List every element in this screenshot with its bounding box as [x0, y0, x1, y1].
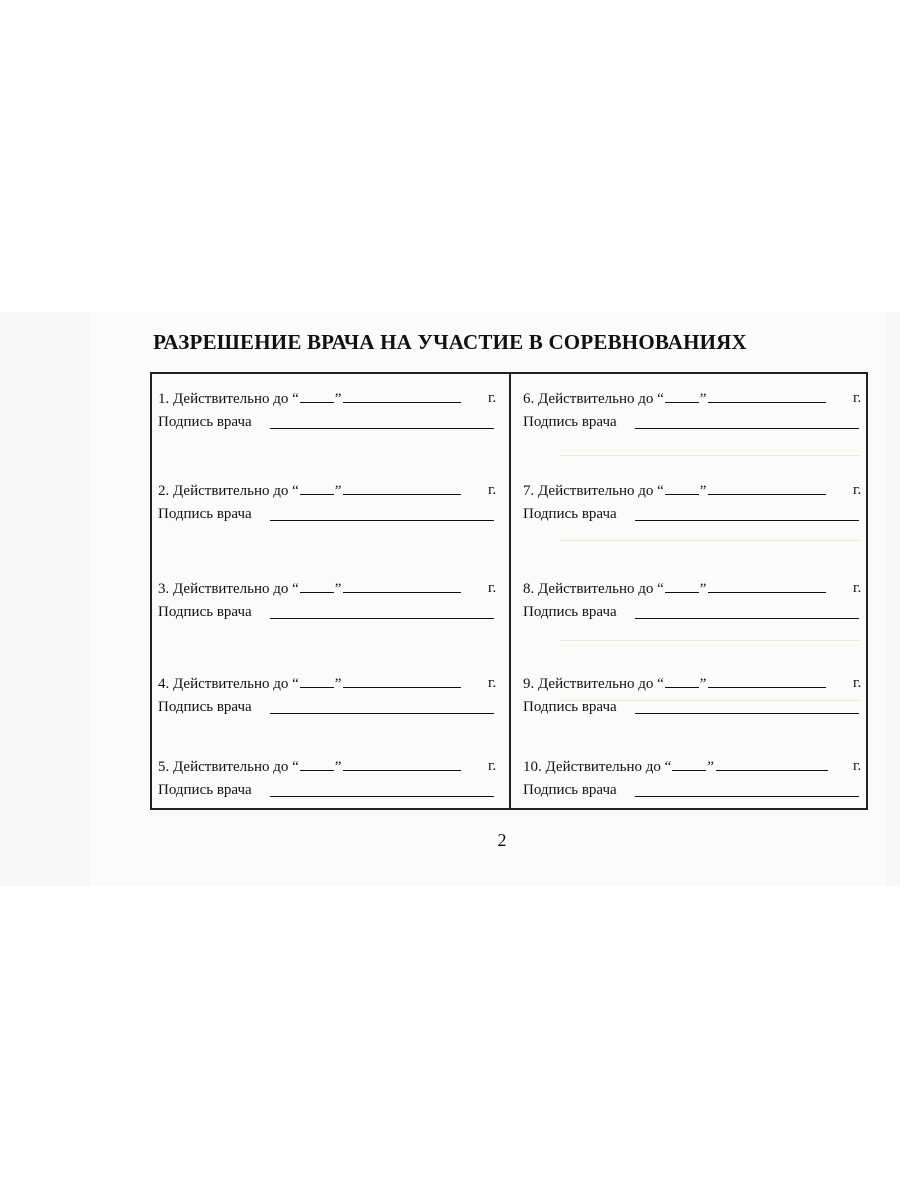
signature-label: Подпись врача: [523, 604, 617, 620]
open-quote: “: [292, 676, 299, 692]
page-number: 2: [497, 830, 507, 850]
signature-field[interactable]: [270, 428, 494, 429]
entry-number: 9.: [523, 676, 535, 692]
day-field[interactable]: [672, 758, 706, 771]
valid-until-label: Действительно до: [173, 759, 289, 775]
valid-until-label: Действительно до: [173, 483, 289, 499]
close-quote: ”: [334, 483, 342, 499]
entry-number: 5.: [158, 759, 170, 775]
signature-field[interactable]: [635, 520, 859, 521]
entry-number: 1.: [158, 391, 170, 407]
signature-label: Подпись врача: [158, 506, 252, 522]
signature-label: Подпись врача: [158, 782, 252, 798]
entry-3: [158, 580, 508, 624]
year-suffix: г.: [488, 390, 497, 406]
month-field[interactable]: [343, 758, 461, 771]
month-field[interactable]: [708, 390, 826, 403]
open-quote: “: [292, 759, 299, 775]
day-field[interactable]: [300, 390, 334, 403]
year-suffix: г.: [488, 482, 497, 498]
month-field[interactable]: [343, 675, 461, 688]
open-quote: “: [657, 581, 664, 597]
day-field[interactable]: [665, 580, 699, 593]
open-quote: “: [292, 391, 299, 407]
signature-label: Подпись врача: [523, 782, 617, 798]
column-divider: [509, 372, 511, 810]
valid-until-label: Действительно до: [538, 676, 654, 692]
month-field[interactable]: [343, 390, 461, 403]
close-quote: ”: [699, 483, 707, 499]
entry-4: [158, 675, 508, 719]
open-quote: “: [657, 676, 664, 692]
open-quote: “: [657, 391, 664, 407]
month-field[interactable]: [343, 580, 461, 593]
page-title: РАЗРЕШЕНИЕ ВРАЧА НА УЧАСТИЕ В СОРЕВНОВАНИЯХ: [153, 330, 747, 354]
valid-until-label: Действительно до: [173, 676, 289, 692]
signature-label: Подпись врача: [158, 414, 252, 430]
year-suffix: г.: [488, 675, 497, 691]
entry-5: [158, 758, 508, 802]
year-suffix: г.: [853, 390, 862, 406]
entry-6: [523, 390, 873, 434]
close-quote: ”: [334, 759, 342, 775]
day-field[interactable]: [300, 758, 334, 771]
year-suffix: г.: [853, 675, 862, 691]
signature-label: Подпись врача: [523, 699, 617, 715]
open-quote: “: [657, 483, 664, 499]
year-suffix: г.: [853, 482, 862, 498]
open-quote: “: [292, 581, 299, 597]
close-quote: ”: [699, 581, 707, 597]
entry-9: [523, 675, 873, 719]
entry-number: 10.: [523, 759, 542, 775]
close-quote: ”: [334, 391, 342, 407]
signature-field[interactable]: [635, 428, 859, 429]
month-field[interactable]: [716, 758, 828, 771]
entry-number: 4.: [158, 676, 170, 692]
day-field[interactable]: [665, 390, 699, 403]
month-field[interactable]: [708, 675, 826, 688]
month-field[interactable]: [343, 482, 461, 495]
signature-label: Подпись врача: [523, 414, 617, 430]
close-quote: ”: [699, 676, 707, 692]
close-quote: ”: [334, 581, 342, 597]
signature-field[interactable]: [635, 618, 859, 619]
entry-8: [523, 580, 873, 624]
signature-field[interactable]: [270, 713, 494, 714]
close-quote: ”: [334, 676, 342, 692]
entry-2: [158, 482, 508, 526]
entry-number: 7.: [523, 483, 535, 499]
day-field[interactable]: [665, 675, 699, 688]
signature-label: Подпись врача: [158, 604, 252, 620]
entry-number: 2.: [158, 483, 170, 499]
valid-until-label: Действительно до: [538, 391, 654, 407]
year-suffix: г.: [488, 580, 497, 596]
valid-until-label: Действительно до: [173, 581, 289, 597]
signature-label: Подпись врача: [158, 699, 252, 715]
valid-until-label: Действительно до: [173, 391, 289, 407]
entry-10: [523, 758, 873, 802]
entry-1: [158, 390, 508, 434]
day-field[interactable]: [665, 482, 699, 495]
signature-field[interactable]: [635, 713, 859, 714]
entry-7: [523, 482, 873, 526]
entry-number: 3.: [158, 581, 170, 597]
day-field[interactable]: [300, 580, 334, 593]
signature-field[interactable]: [270, 796, 494, 797]
open-quote: “: [664, 759, 672, 775]
valid-until-label: Действительно до: [538, 581, 654, 597]
entry-number: 8.: [523, 581, 535, 597]
entry-number: 6.: [523, 391, 535, 407]
signature-field[interactable]: [270, 618, 494, 619]
day-field[interactable]: [300, 675, 334, 688]
open-quote: “: [292, 483, 299, 499]
close-quote: ”: [699, 391, 707, 407]
year-suffix: г.: [488, 758, 497, 774]
year-suffix: г.: [853, 580, 862, 596]
month-field[interactable]: [708, 580, 826, 593]
day-field[interactable]: [300, 482, 334, 495]
year-suffix: г.: [853, 758, 862, 774]
signature-label: Подпись врача: [523, 506, 617, 522]
valid-until-label: Действительно до: [538, 483, 654, 499]
valid-until-label: Действительно до: [545, 759, 661, 775]
close-quote: ”: [707, 759, 714, 775]
signature-field[interactable]: [635, 796, 859, 797]
month-field[interactable]: [708, 482, 826, 495]
signature-field[interactable]: [270, 520, 494, 521]
